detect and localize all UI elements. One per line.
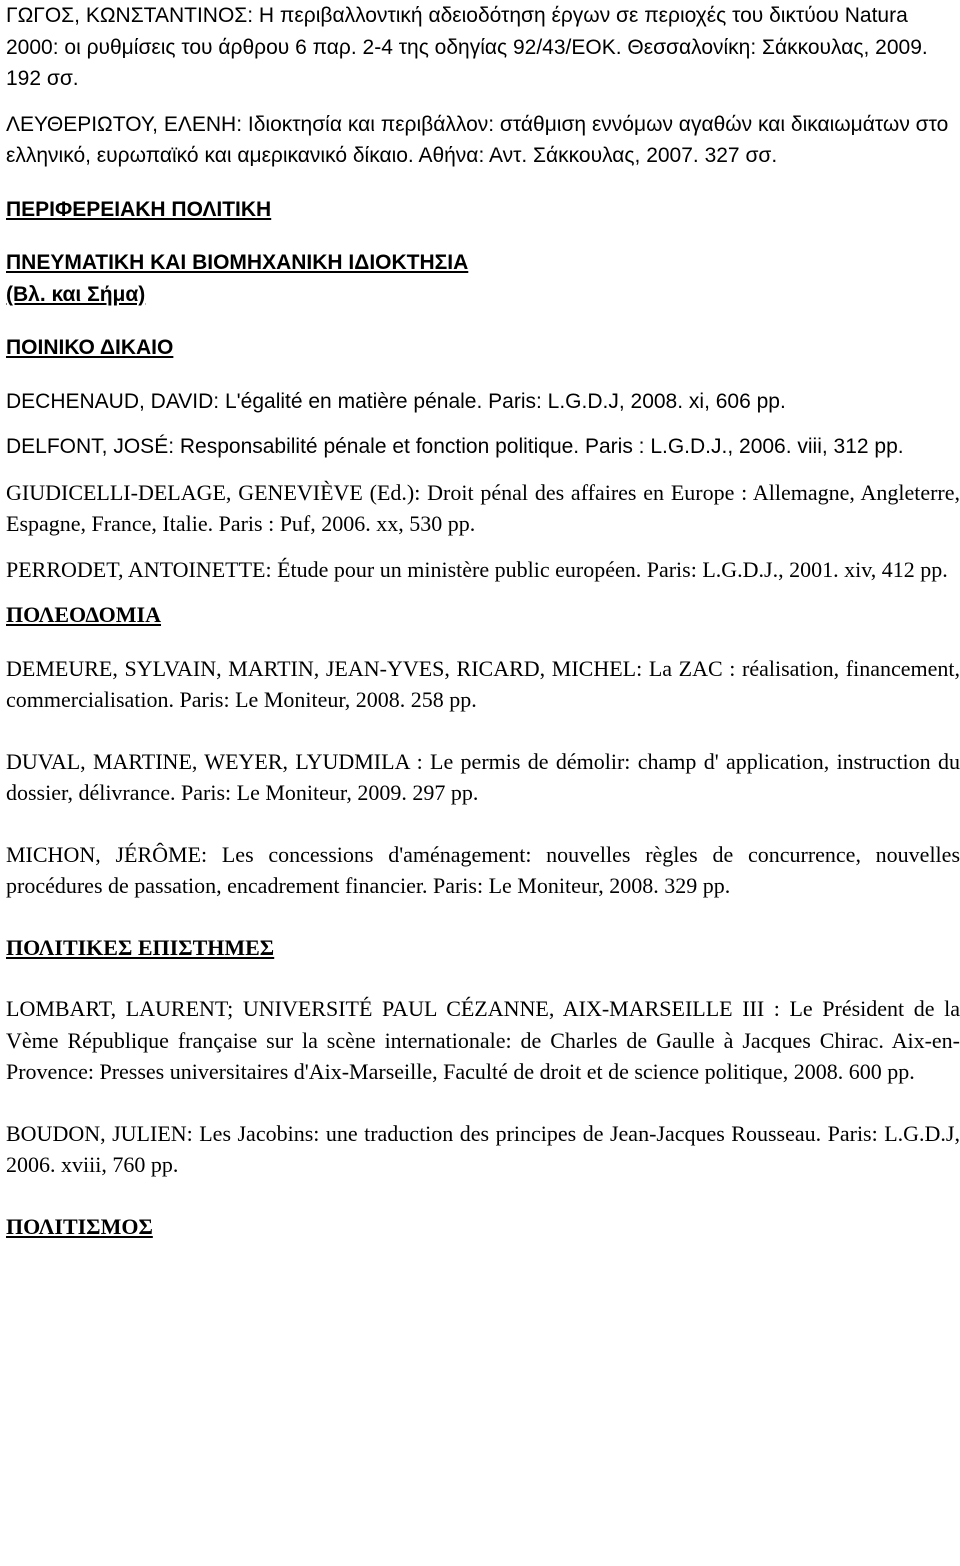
section-heading: ΠΕΡΙΦΕΡΕΙΑΚΗ ΠΟΛΙΤΙΚΗ	[6, 197, 272, 221]
bibliography-entry: MICHON, JÉRÔME: Les concessions d'aménagement: nouvelles règles de concurrence, nouvelles procédures de passation, encadrement financier. Paris: Le Moniteur, 2008. 329 pp.	[6, 841, 960, 898]
bibliography-entry: BOUDON, JULIEN: Les Jacobins: une traduction des principes de Jean-Jacques Rousseau. Paris: L.G.D.J, 2006. xviii, 760 pp.	[6, 1120, 960, 1177]
bibliography-entry: DECHENAUD, DAVID: L'égalité en matière pénale. Paris: L.G.D.J, 2008. xi, 606 pp.	[6, 389, 786, 413]
bibliography-entry: ΛΕΥΘΕΡΙΩΤΟΥ, ΕΛΕΝΗ: Ιδιοκτησία και περιβάλλον: στάθμιση εννόμων αγαθών και δικαιωμάτων στο ελληνικό, ευρωπαϊκό και αμερικανικό δίκαιο. Αθήνα: Αντ. Σάκκουλας, 2007. 327 σσ.	[6, 112, 949, 167]
bibliography-entry: PERRODET, ANTOINETTE: Étude pour un ministère public européen. Paris: L.G.D.J., 2001. xiv, 412 pp.	[6, 556, 948, 582]
section-heading: ΠΟΛΙΤΙΣΜΟΣ	[6, 1213, 153, 1239]
section-subheading: (Βλ. και Σήμα)	[6, 282, 146, 306]
bibliography-entry: DUVAL, MARTINE, WEYER, LYUDMILA : Le permis de démolir: champ d' application, instruction du dossier, délivrance. Paris: Le Moniteur, 2009. 297 pp.	[6, 748, 960, 805]
section-heading: ΠΟΛΕΟΔΟΜΙΑ	[6, 602, 162, 627]
section-heading: ΠΟΛΙΤΙΚΕΣ ΕΠΙΣΤΗΜΕΣ	[6, 934, 275, 960]
bibliography-entry: DELFONT, JOSÉ: Responsabilité pénale et fonction politique. Paris : L.G.D.J., 2006. viii, 312 pp.	[6, 435, 904, 458]
section-heading: ΠΟΙΝΙΚΟ ΔΙΚΑΙΟ	[6, 336, 174, 359]
bibliography-entry: DEMEURE, SYLVAIN, MARTIN, JEAN-YVES, RICARD, MICHEL: La ZAC : réalisation, financement, commercialisation. Paris: Le Moniteur, 2008. 258 pp.	[6, 655, 960, 712]
bibliography-entry: ΓΩΓΟΣ, ΚΩΝΣΤΑΝΤΙΝΟΣ: Η περιβαλλοντική αδειοδότηση έργων σε περιοχές του δικτύου Natura 2000: οι ρυθμίσεις του άρθρου 6 παρ. 2-4 της οδηγίας 92/43/ΕΟΚ. Θεσσαλονίκη: Σάκκουλας, 2009. 192 σσ.	[6, 4, 928, 90]
document-page	[6, 0, 960, 1242]
bibliography-entry: LOMBART, LAURENT; UNIVERSITÉ PAUL CÉZANNE, AIX-MARSEILLE III : Le Président de la Vème République française sur la scène internationale: de Charles de Gaulle à Jacques Chirac. Aix-en-Provence: Presses universitaires d'Aix-Marseille, Faculté de droit et de science politique, 2008. 600 pp.	[6, 996, 960, 1084]
bibliography-entry: GIUDICELLI-DELAGE, GENEVIÈVE (Ed.): Droit pénal des affaires en Europe : Allemagne, Angleterre, Espagne, France, Italie. Paris : Puf, 2006. xx, 530 pp.	[6, 479, 960, 536]
section-heading: ΠΝΕΥΜΑΤΙΚΗ ΚΑΙ ΒΙΟΜΗΧΑΝΙΚΗ ΙΔΙΟΚΤΗΣΙΑ	[6, 251, 469, 274]
